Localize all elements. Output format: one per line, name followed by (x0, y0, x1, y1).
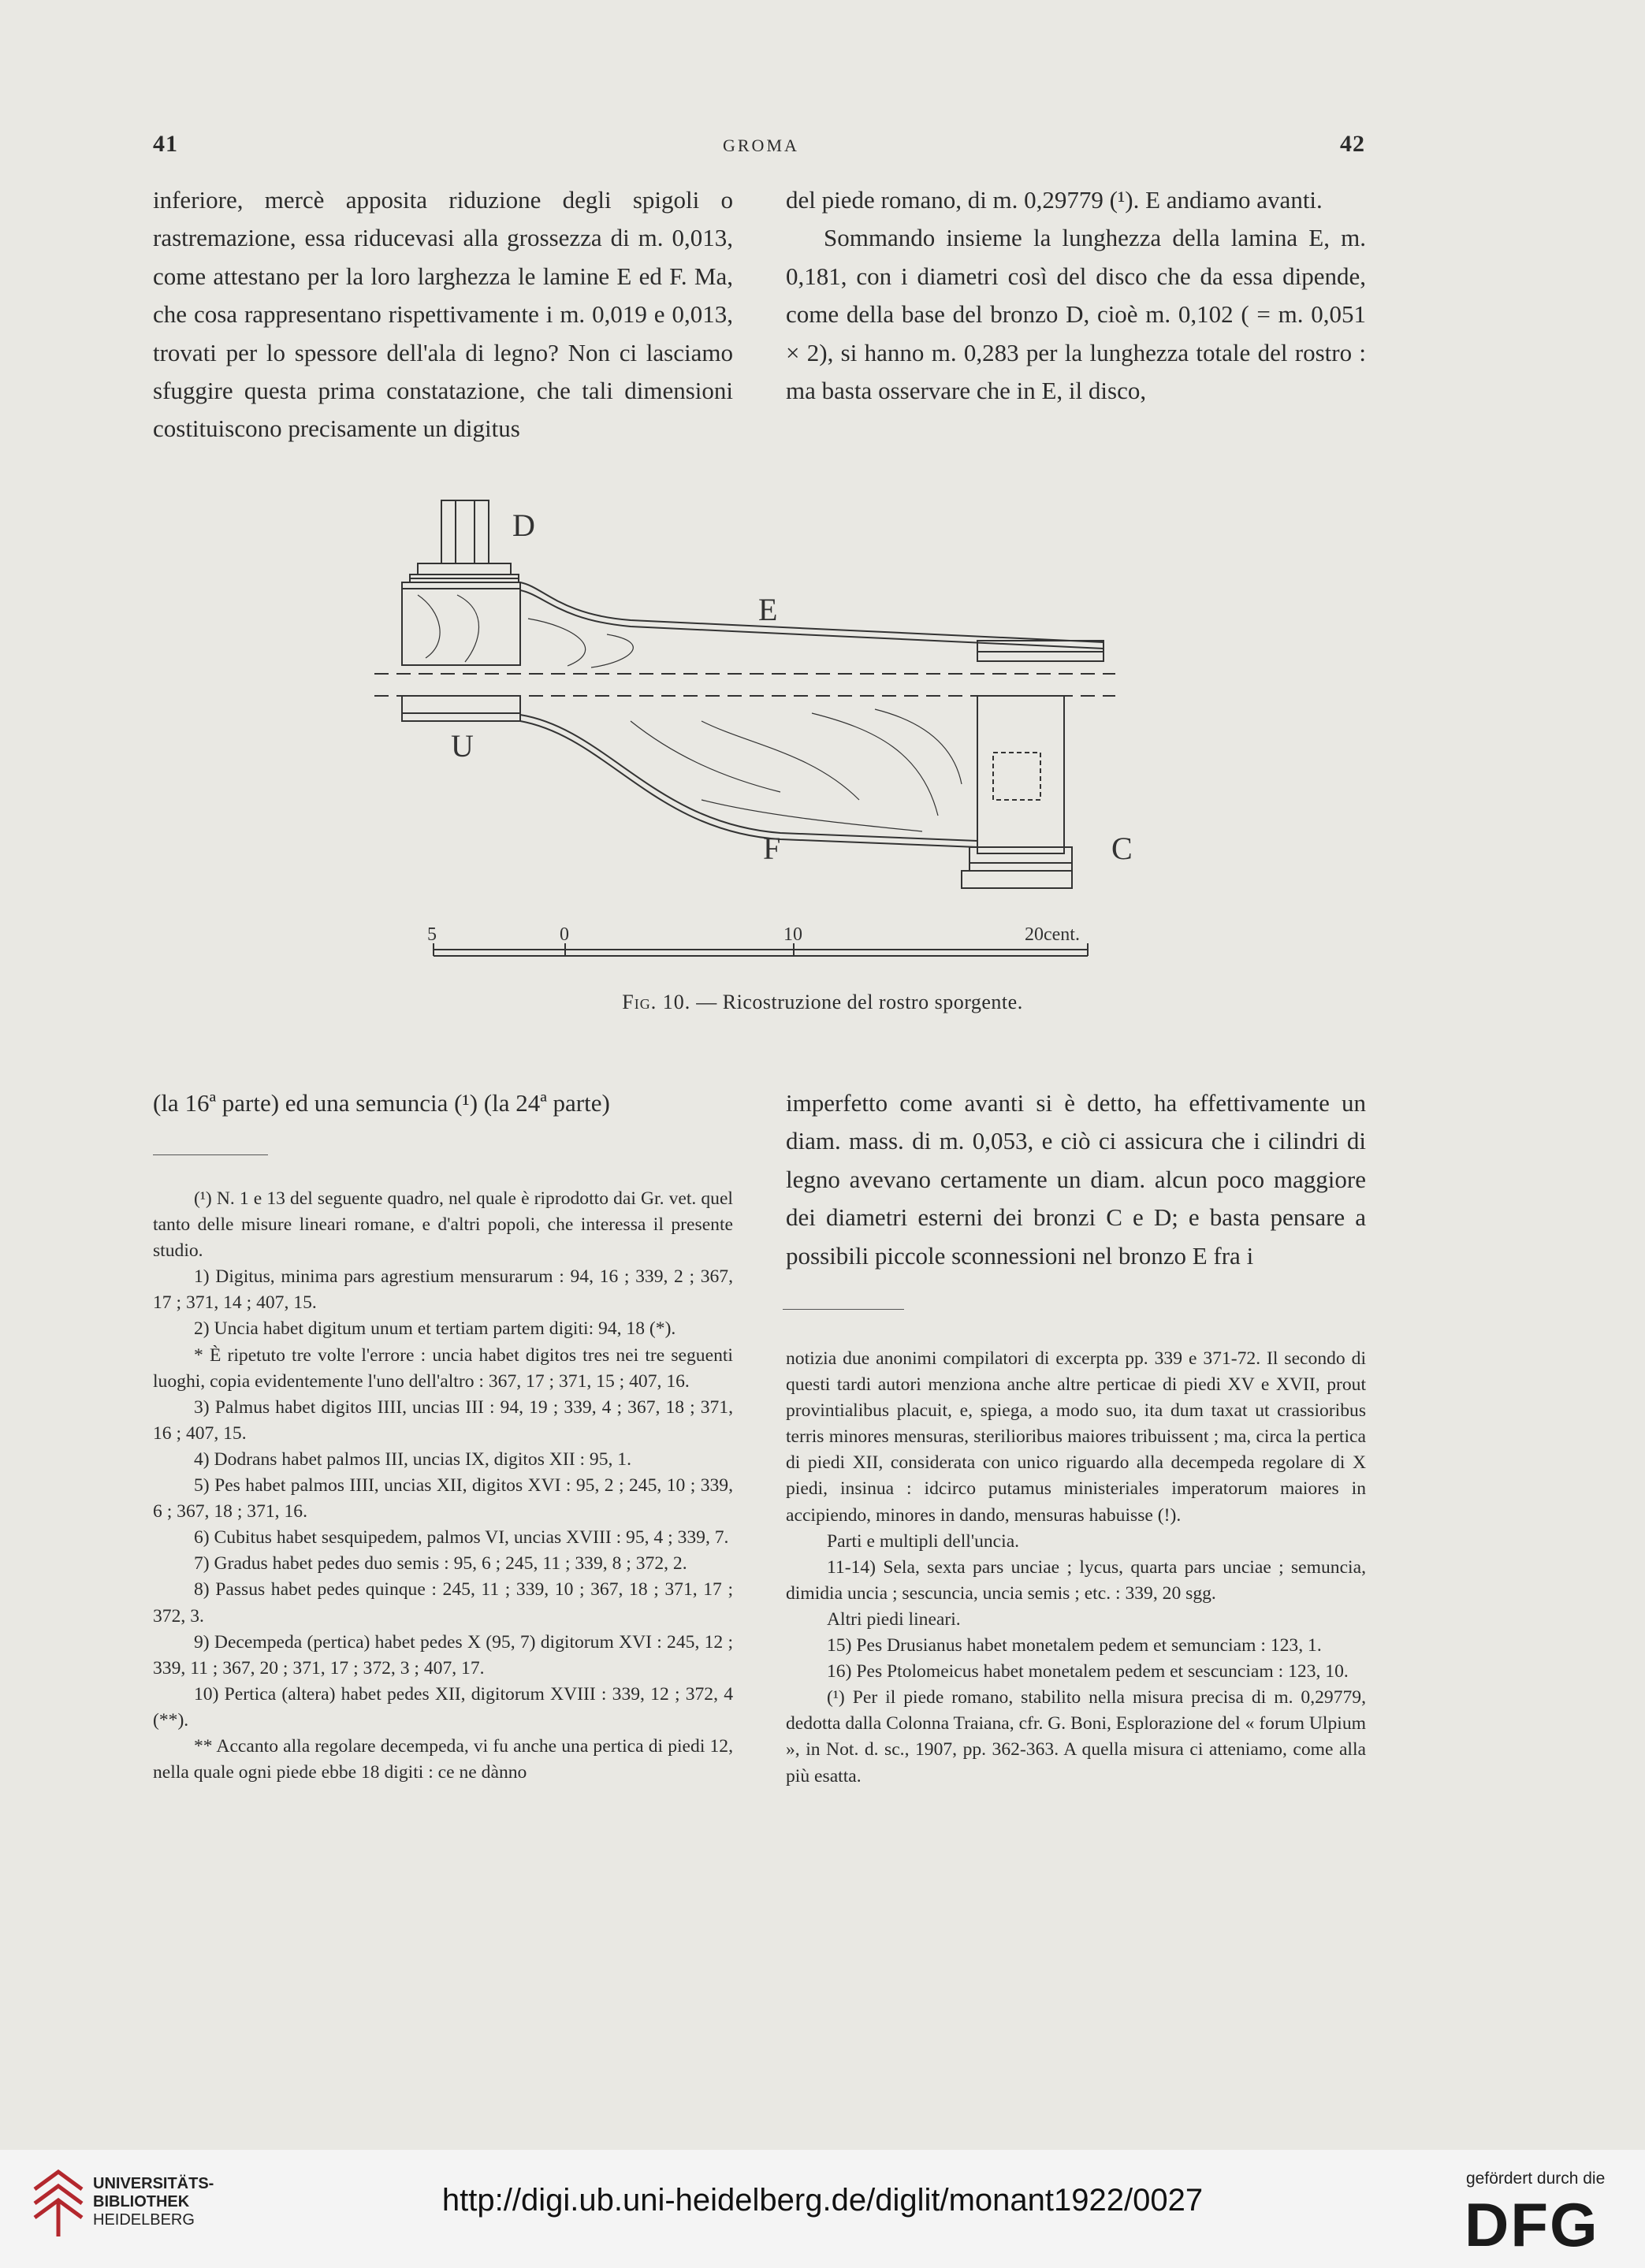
footnote: ** Accanto alla regolare decempeda, vi fu anche una pertica di piedi 12, nella quale ogni piede ebbe 18 digiti : ce ne dànno (153, 1735, 733, 1783)
footnote: 11-14) Sela, sexta pars unciae ; lycus, quarta pars unciae ; semuncia, dimidia uncia ; sescuncia, uncia semis ; etc. : 339, 20 sgg. (786, 1556, 1366, 1604)
scale-label-10: 10 (783, 924, 802, 945)
label-c: C (1111, 831, 1133, 866)
page-number-right: 42 (1340, 131, 1365, 157)
footnote: 4) Dodrans habet palmos III, uncias IX, digitos XII : 95, 1. (194, 1448, 631, 1470)
lamina-e (520, 582, 1103, 642)
footnote: 15) Pes Drusianus habet monetalem pedem et semunciam : 123, 1. (827, 1635, 1322, 1656)
paragraph: inferiore, mercè apposita riduzione degli spigoli o rastremazione, essa riducevasi alla grossezza di m. 0,013, come attestano per la loro larghezza le lamine E ed F. Ma, che cosa rappresentano rispettivamente i m. 0,019 e 0,013, trovati per lo spessore dell'ala di legno? Non ci lasciamo sfuggire questa prima constatazione, che tali dimensioni costituiscono precisamente un digitus (153, 186, 733, 443)
paragraph: (la 16ª parte) ed una semuncia (¹) (la 24ª parte) (153, 1089, 610, 1117)
page-url-link[interactable]: http://digi.ub.uni-heidelberg.de/diglit/monant1922/0027 (441, 2183, 1204, 2218)
footnote-rule (153, 1154, 268, 1155)
label-u: U (451, 728, 474, 764)
footnote: 8) Passus habet pedes quinque : 245, 11 ; 339, 10 ; 367, 18 ; 371, 17 ; 372, 3. (153, 1579, 733, 1627)
footnote: (¹) N. 1 e 13 del seguente quadro, nel quale è riprodotto dai Gr. vet. quel tanto delle misure lineari romane, e d'altri popoli, che interessa il presente studio. (153, 1188, 733, 1262)
footnote: 7) Gradus habet pedes duo semis : 95, 6 ; 245, 11 ; 339, 8 ; 372, 2. (194, 1553, 687, 1575)
footnote: 3) Palmus habet digitos IIII, uncias III : 94, 19 ; 339, 4 ; 367, 18 ; 371, 16 ; 407, 15. (153, 1396, 733, 1444)
caption-fig-number: Fig. 10. (622, 991, 691, 1013)
top-left-column (153, 181, 733, 448)
footnote: 1) Digitus, minima pars agrestium mensurarum : 94, 16 ; 339, 2 ; 367, 17 ; 371, 14 ; 407, 15. (153, 1266, 733, 1314)
page-number-left: 41 (153, 131, 178, 157)
footnote: Altri piedi lineari. (827, 1608, 961, 1630)
bottom-left-main (153, 1084, 733, 1122)
rostrum-figure (370, 485, 1143, 981)
footnote: 6) Cubitus habet sesquipedem, palmos VI, uncias XVIII : 95, 4 ; 339, 7. (194, 1527, 729, 1549)
label-e: E (758, 592, 778, 627)
footnote: 2) Uncia habet digitum unum et tertiam partem digiti: 94, 18 (*). (194, 1318, 676, 1340)
footnote: 5) Pes habet palmos IIII, uncias XII, digitos XVI : 95, 2 ; 245, 10 ; 339, 6 ; 367, 18 ; 371, 16. (153, 1475, 733, 1523)
footnotes-left (153, 1186, 733, 1786)
footnotes-right (786, 1346, 1366, 1790)
footnote: (¹) Per il piede romano, stabilito nella misura precisa di m. 0,29779, dedotta dalla Colonna Traiana, cfr. G. Boni, Esplorazione del « forum Ulpium », in Not. d. sc., 1907, pp. 362-363. A quella misura ci atteniamo, come alla più esatta. (786, 1687, 1366, 1787)
footnote: * È ripetuto tre volte l'errore : uncia habet digitos tres nei tre seguenti luoghi, copia evidentemente l'uno dell'altro : 367, 17 ; 371, 15 ; 407, 16. (153, 1344, 733, 1392)
dfg-logo: DFG (1464, 2190, 1599, 2259)
library-line: BIBLIOTHEK (93, 2193, 190, 2210)
running-title: GROMA (723, 136, 799, 155)
footnote: 16) Pes Ptolomeicus habet monetalem pedem et sescunciam : 123, 10. (827, 1661, 1349, 1682)
library-line: UNIVERSITÄTS- (93, 2175, 214, 2192)
label-d: D (512, 508, 535, 543)
scale-label-5: 5 (427, 924, 437, 945)
footnote: Parti e multipli dell'uncia. (827, 1530, 1020, 1552)
funded-by-text: gefördert durch die (1466, 2169, 1606, 2188)
footnote: 9) Decempeda (pertica) habet pedes X (95, 7) digitorum XVI : 245, 12 ; 339, 11 ; 367, 20 ; 371, 17 ; 372, 3 ; 407, 17. (153, 1631, 733, 1679)
footnote: notizia due anonimi compilatori di excerpta pp. 339 e 371-72. Il secondo di questi tardi autori menziona anche altre perticae di piedi XV e XVII, prout provintialibus placuit, e, spiega, a modo suo, ita dum taxat ut crassioribus terris minores mensuras, sterilioribus maiores tribuissent ; ma, circa la pertica di piedi XII, considerata con unico riguardo alla decempeda regolare di X piedi, insinua : idcirco putamus ministeriales imperatorum maiores in accipiendo, minores in dando, mensuras habuisse (!). (786, 1348, 1366, 1526)
footnote-rule (783, 1309, 904, 1310)
viewer-footer (0, 2150, 1645, 2268)
footnote: 10) Pertica (altera) habet pedes XII, digitorum XVIII : 339, 12 ; 372, 4 (**). (153, 1683, 733, 1731)
label-f: F (763, 831, 781, 866)
top-right-column (786, 181, 1366, 410)
scale-label-0: 0 (560, 924, 569, 945)
scale-label-20: 20cent. (1025, 924, 1080, 945)
bronze-d (441, 500, 489, 563)
paragraph: Sommando insieme la lunghezza della lamina E, m. 0,181, con i diametri così del disco che da essa dipende, come della base del bronzo D, cioè m. 0,102 ( = m. 0,051 × 2), si hanno m. 0,283 per la lunghezza totale del rostro : ma basta osservare che in E, il disco, (786, 224, 1366, 405)
bottom-right-main (786, 1084, 1366, 1275)
paragraph: imperfetto come avanti si è detto, ha effettivamente un diam. mass. di m. 0,053, e ciò ci assicura che i cilindri di legno avevano certamente un diam. alcun poco maggiore dei diametri esterni dei bronzi C e D; e basta pensare a possibili piccole sconnessioni nel bronzo E fra i (786, 1089, 1366, 1270)
library-line: HEIDELBERG (93, 2211, 195, 2229)
paragraph: del piede romano, di m. 0,29779 (¹). E andiamo avanti. (786, 186, 1323, 214)
caption-text: — Ricostruzione del rostro sporgente. (696, 991, 1023, 1013)
figure-caption (0, 991, 1645, 1014)
